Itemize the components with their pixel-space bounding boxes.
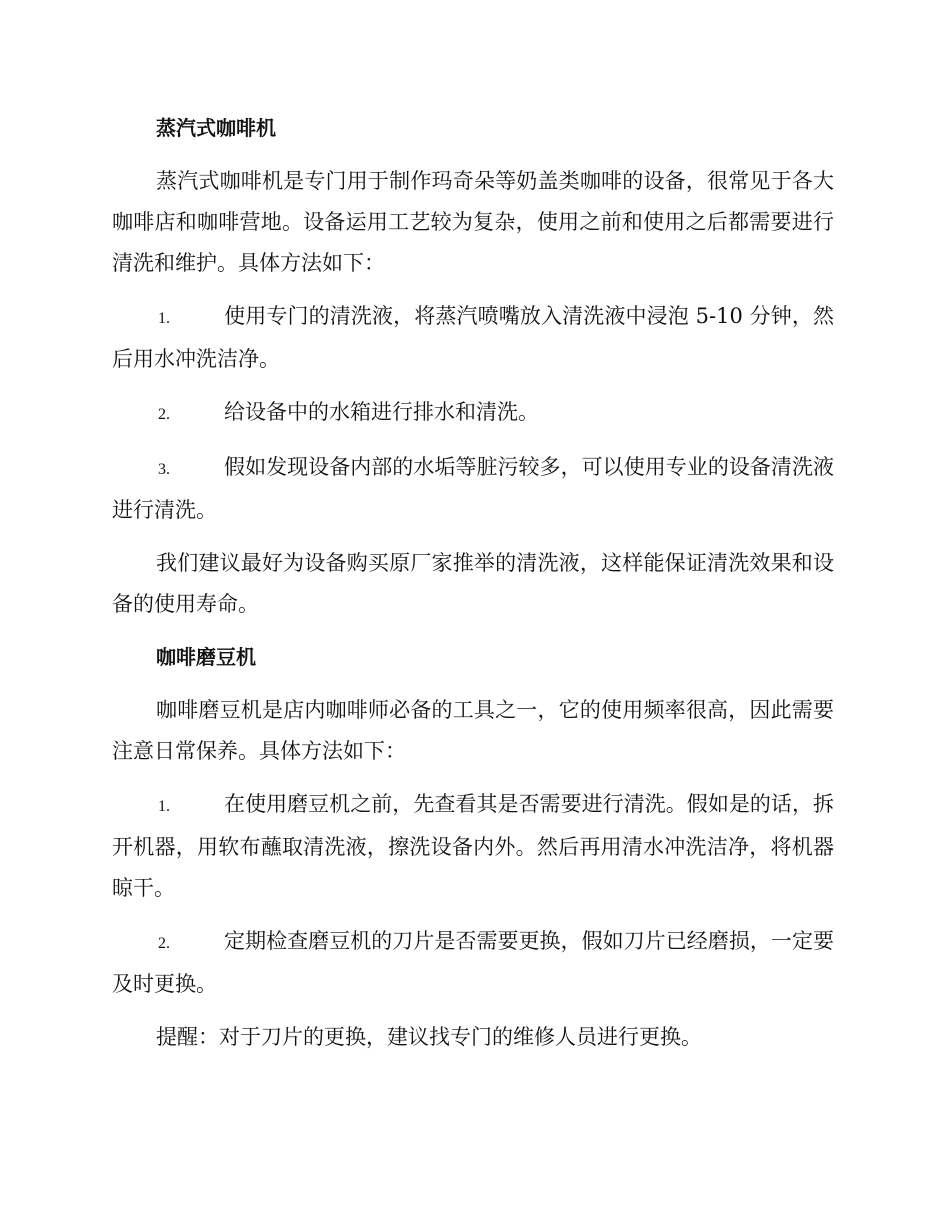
section-intro-paragraph: 蒸汽式咖啡机是专门用于制作玛奇朵等奶盖类咖啡的设备，很常见于各大咖啡店和咖啡营地。设备运用工艺较为复杂，使用之前和使用之后都需要进行清洗和维护。具体方法如下：	[112, 169, 834, 275]
section-note-paragraph: 我们建议最好为设备购买原厂家推举的清洗液，这样能保证清洗效果和设备的使用寿命。	[112, 551, 834, 616]
section-intro-paragraph: 咖啡磨豆机是店内咖啡师必备的工具之一，它的使用频率很高，因此需要注意日常保养。具体方法如下：	[112, 698, 834, 763]
list-item-text: 假如发现设备内部的水垢等脏污较多，可以使用专业的设备清洗液进行清洗。	[112, 455, 834, 522]
list-item	[112, 392, 834, 435]
list-item-text: 使用专门的清洗液，将蒸汽喷嘴放入清洗液中浸泡 5-10 分钟，然后用水冲洗洁净。	[112, 304, 834, 371]
list-item	[112, 921, 834, 1005]
section-note-paragraph: 提醒：对于刀片的更换，建议找专门的维修人员进行更换。	[156, 1025, 702, 1049]
section-heading: 蒸汽式咖啡机	[156, 116, 276, 140]
list-item	[112, 447, 834, 531]
list-item	[112, 296, 834, 380]
list-item-number: 3.	[158, 461, 170, 478]
list-item-number: 2.	[158, 935, 170, 952]
section-heading: 咖啡磨豆机	[156, 645, 256, 669]
list-item-number: 1.	[158, 310, 170, 327]
list-item	[112, 784, 834, 909]
section-coffee-grinder	[112, 637, 834, 1058]
list-item-text: 在使用磨豆机之前，先查看其是否需要进行清洗。假如是的话，拆开机器，用软布蘸取清洗液，擦洗设备内外。然后再用清水冲洗洁净，将机器晾干。	[112, 792, 834, 900]
list-item-number: 1.	[158, 798, 170, 815]
list-item-text: 给设备中的水箱进行排水和清洗。	[224, 400, 539, 424]
list-item-number: 2.	[158, 406, 170, 423]
section-steam-espresso-machine	[112, 108, 834, 625]
list-item-text: 定期检查磨豆机的刀片是否需要更换，假如刀片已经磨损，一定要及时更换。	[112, 929, 834, 996]
document-page	[112, 108, 834, 1070]
